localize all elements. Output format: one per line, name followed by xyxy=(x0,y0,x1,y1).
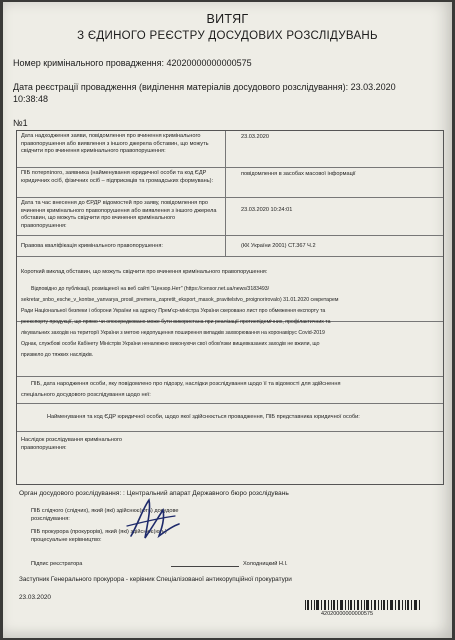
prosecutor-label-cont: процесуальне керівництво: xyxy=(31,537,102,543)
row-8-label-cont: правопорушення: xyxy=(21,445,67,451)
document-page xyxy=(3,2,452,638)
registration-date: Дата реєстрації провадження (виділення матеріалів досудового розслідування): 23.03.2020 xyxy=(13,82,396,92)
row-3-value: 23.03.2020 10:24:01 xyxy=(241,207,293,213)
row-divider xyxy=(17,197,443,198)
row-6-label-cont: спеціального досудового розслідування щодо неї: xyxy=(21,392,151,398)
row-1-value: 23.03.2020 xyxy=(241,134,269,140)
signature-label: Підпис реєстратора xyxy=(31,561,83,567)
investigator-label: ПІБ слідчого (слідчих), який (які) здійснює(ють) досудове xyxy=(31,508,179,514)
investigator-label-cont: розслідування: xyxy=(31,516,70,522)
row-2-label: ПІБ потерпілого, заявника (найменування юридичної особи та код ЄДР юридичних осіб, фізичних осіб – підприємців та громадських формувань): xyxy=(21,170,214,184)
row-divider xyxy=(17,403,443,404)
row-4-value: (КК України 2001) СТ.367 Ч.2 xyxy=(241,243,316,249)
entry-number: №1 xyxy=(13,118,28,128)
register-table xyxy=(16,130,444,485)
registration-time: 10:38:48 xyxy=(13,94,49,104)
row-divider xyxy=(17,376,443,377)
document-title: ВИТЯГ xyxy=(206,12,249,26)
summary-line: призвело до тяжких наслідків. xyxy=(21,352,94,358)
barcode-number: 42020000000000575 xyxy=(321,611,374,617)
document-date: 23.03.2020 xyxy=(19,594,51,601)
summary-line: реекспорту продукції, що прямо чи опосередковано може бути використана при реалізації протиепідемічних, профілактичних та xyxy=(21,319,331,325)
summary-line: sekretar_snbo_esche_v_kontse_yanvarya_prosil_premera_zapretit_eksport_masok_pravitelstvo_proignorirovalo) 31.01.2020 секретарем xyxy=(21,297,339,303)
column-divider xyxy=(225,131,226,256)
case-number: Номер кримінального провадження: 42020000000000575 xyxy=(13,58,252,68)
document-subtitle: З ЄДИНОГО РЕЄСТРУ ДОСУДОВИХ РОЗСЛІДУВАНЬ xyxy=(77,30,378,42)
prosecutor-label: ПІБ прокурора (прокурорів), який (які) здійснює(ють) xyxy=(31,529,167,535)
row-7-label: Найменування та код ЄДР юридичної особи, щодо якої здійснюється провадження, ПІБ представника юридичної особи: xyxy=(47,414,360,420)
registrar-position: Заступник Генерального прокурора - керівник Спеціалізованої антикорупційної прокуратури xyxy=(19,576,292,583)
row-6-label: ПІБ, дата народження особи, яку повідомлено про підозру, наслідки розслідування щодо її та відомості для здійснення xyxy=(31,381,341,387)
signature-line xyxy=(171,566,239,567)
row-8-label: Наслідок розслідування кримінального xyxy=(21,437,123,443)
summary-line: лікувальних заходів на території України з метою недопущення поширення випадків захворювання на коронавірус Covid-2019 xyxy=(21,330,325,336)
summary-line: Відповідно до публікації, розміщеної на веб сайті "Цензор.Нет" (https://censor.net.ua/news/3183493/ xyxy=(31,286,270,292)
summary-line: Однак, службові особи Кабінету Міністрів України неналежно виконуючи свої обов'язки вищевказаних заходів не вжили, що xyxy=(21,341,320,347)
investigation-body: Орган досудового розслідування: : Центральний апарат Державного бюро розслідувань xyxy=(19,490,289,497)
row-divider xyxy=(17,256,443,257)
row-divider xyxy=(17,167,443,168)
row-5-label: Короткий виклад обставин, що можуть свідчити про вчинення кримінального правопорушення: xyxy=(21,269,268,275)
summary-line: Ради Національної безпеки і оборони України на адресу Прем'єр-міністра України скеровано лист про обмеження експорту та xyxy=(21,308,326,314)
row-divider xyxy=(17,431,443,432)
row-4-label: Правова кваліфікація кримінального правопорушення: xyxy=(21,243,163,249)
row-1-label: Дата надходження заяви, повідомлення про вчинення кримінального правопорушення або виявлення з іншого джерела обставин, що можуть свідчити про вчинення кримінального правопорушення: xyxy=(21,133,209,155)
row-2-value: повідомлення в засобах масової інформації xyxy=(241,171,356,177)
handwritten-signature xyxy=(123,496,183,542)
row-3-label: Дата та час внесення до ЄРДР відомостей про заяву, повідомлення про вчинення кримінального правопорушення або виявлення з іншого джерела обставин, що можуть свідчити про вчинення кримінального правопорушення: xyxy=(21,200,217,229)
row-divider xyxy=(17,235,443,236)
registrar-name: Холодницкий Н.І. xyxy=(243,561,288,567)
